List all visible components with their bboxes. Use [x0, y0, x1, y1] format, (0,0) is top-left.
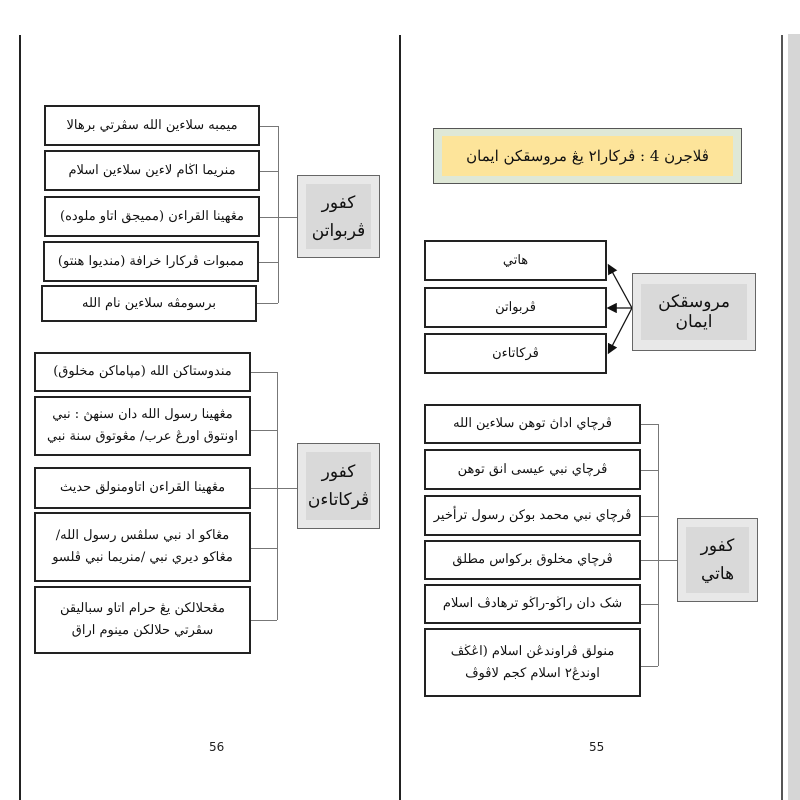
- list-item: [41, 285, 257, 322]
- left-page-border: [19, 35, 21, 800]
- branch-text: ڤربواتن: [495, 299, 536, 315]
- item-text: برسومڤه سلاءين نام الله: [81, 295, 217, 311]
- branch-box: [424, 333, 607, 374]
- lesson-title-box: [433, 128, 742, 184]
- page-divider: [399, 35, 401, 800]
- list-item: [424, 584, 641, 624]
- item-text: ڤرچاي مخلوق برکواس مطلق: [452, 552, 613, 567]
- page-number: 55: [589, 740, 605, 754]
- item-text: منولق ڤراوندڠن اسلام (اڠڬڤ: [450, 643, 615, 659]
- category-line: كفور: [700, 536, 735, 556]
- category-box-kufur-perkataan: [297, 443, 380, 529]
- list-item: [34, 396, 251, 456]
- list-item: [34, 467, 251, 509]
- category-line: هاتي: [700, 564, 735, 584]
- page-number: 56: [209, 740, 225, 754]
- list-item: [424, 628, 641, 697]
- list-item: [34, 352, 251, 392]
- item-text: مڠاكو ديري نبي /منريما نبي ڤلسو: [52, 550, 233, 565]
- list-item: [44, 196, 260, 237]
- category-line: كفور: [321, 462, 356, 482]
- branch-text: هاتي: [502, 252, 529, 268]
- list-item: [44, 105, 260, 146]
- branch-text: ڤركاتاءن: [492, 345, 539, 361]
- branch-box: [424, 240, 607, 281]
- list-item: [44, 150, 260, 191]
- item-text: مڠهينا القراءن اتاومنولق حديث: [59, 480, 226, 495]
- center-line: ايمان: [675, 312, 713, 332]
- item-text: ميمبه سلاءين الله سڤرتي برهالا: [66, 117, 238, 133]
- list-item: [424, 540, 641, 580]
- category-line: كفور: [321, 192, 356, 213]
- lesson-title: ڤلاجرن 4 : ڤركارا٢ يڠ مروسقكن ايمان: [466, 147, 709, 165]
- item-text: مڠاكو اد نبي سلڤس رسول الله/: [55, 528, 230, 543]
- item-text: مندوستاكن الله (مپاماكن مخلوق): [53, 364, 232, 379]
- item-text: مڠهينا القراءن (مميجق اتاو ملوده): [60, 208, 244, 224]
- item-text: شک دان راڬو-راڬو ترهادڤ اسلام: [442, 596, 623, 611]
- list-item: [34, 512, 251, 582]
- list-item: [34, 586, 251, 654]
- list-item: [424, 495, 641, 536]
- item-text: مڠحلالكن يڠ حرام اتاو سباليقن: [60, 601, 225, 616]
- category-box-kufur-hati: [677, 518, 758, 602]
- viewer-scrollbar-track[interactable]: [788, 34, 800, 800]
- item-text: ڤرچاي اداڽ توهن سلاءين الله: [453, 416, 612, 431]
- list-item: [424, 404, 641, 444]
- item-text: سڤرتي حلالكن مينوم اراق: [71, 623, 214, 638]
- center-line: مروسقكن: [658, 292, 730, 312]
- category-line: ڤربواتن: [311, 220, 366, 241]
- item-text: اونتوق اورڠ عرب/ مڠوتوق سنة نبي: [47, 429, 238, 444]
- right-page-border: [781, 35, 783, 800]
- item-text: مڠهينا رسول الله دان سنهڽ : نبي: [52, 407, 233, 422]
- list-item: [424, 449, 641, 490]
- item-text: ڤرچاي نبي محمد بوکن رسول ترأخير: [433, 507, 632, 523]
- category-line: ڤركاتاءن: [307, 490, 370, 510]
- list-item: [43, 241, 259, 282]
- category-box-kufur-perbuatan: [297, 175, 380, 258]
- item-text: اوندڠ٢ اسلام كجم لاڤوڤ: [465, 665, 600, 681]
- item-text: منريما اڬام لاءين سلاءين اسلام: [68, 162, 236, 178]
- center-box-merosakkan-iman: [632, 273, 756, 351]
- branch-box: [424, 287, 607, 328]
- item-text: ممبوات ڤركارا خرافة (منديوا هنتو): [57, 253, 245, 269]
- item-text: ڤرچاي نبي عيسى انق توهن: [457, 461, 608, 477]
